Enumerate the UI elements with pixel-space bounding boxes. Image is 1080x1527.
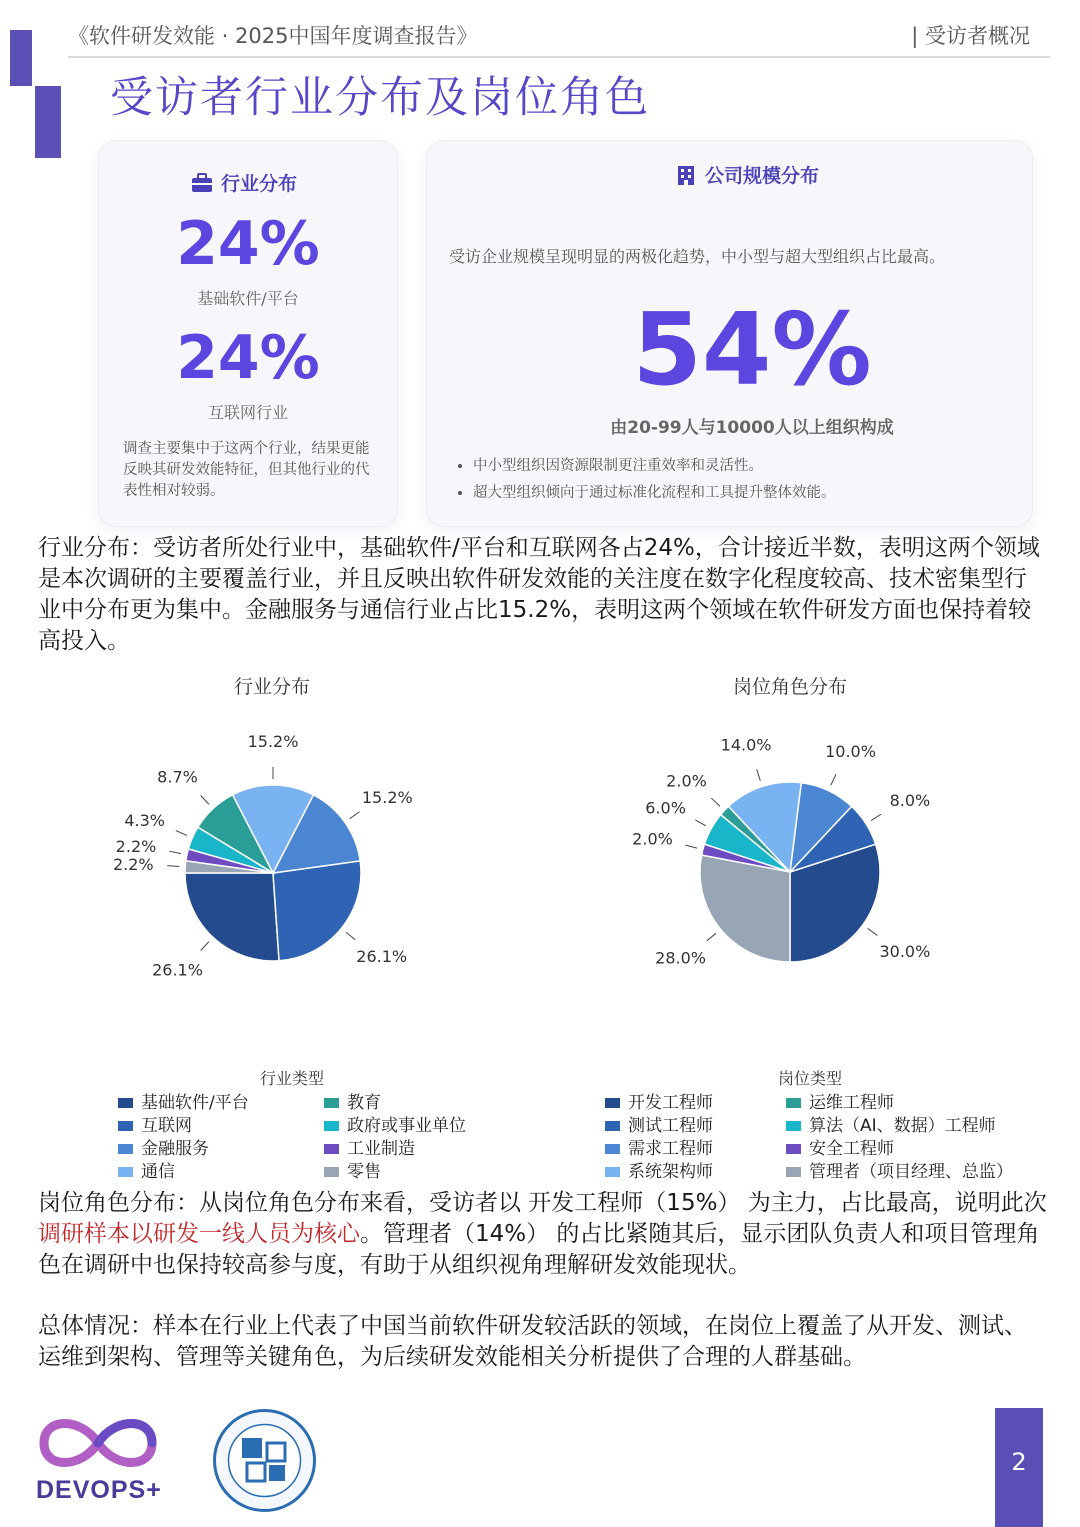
briefcase-icon (191, 173, 213, 193)
role-legend-label-7: 安全工程师 (809, 1139, 894, 1159)
role-legend-title: 岗位类型 (778, 1069, 843, 1088)
role-label-6: 6.0% (645, 798, 686, 818)
industry-leader-6 (176, 831, 187, 836)
role-leader-3 (831, 774, 836, 785)
industry-card-heading-text: 行业分布 (221, 173, 298, 195)
report-title: 《软件研发效能 · 2025中国年度调查报告》 (68, 24, 478, 48)
role-label-2: 8.0% (889, 791, 931, 811)
role-legend-item-4 (605, 1157, 713, 1182)
company-size-card (426, 140, 1033, 527)
industry-legend-label-6: 政府或事业单位 (347, 1116, 466, 1136)
industry-slice-2 (273, 861, 361, 961)
role-legend-swatch-3 (605, 1144, 620, 1154)
role-legend-swatch-8 (786, 1167, 801, 1177)
company-stat-value: 54% (632, 291, 872, 408)
role-legend-item-8 (786, 1157, 1013, 1182)
overall-paragraph (38, 1311, 1048, 1373)
industry-legend-swatch-3 (118, 1144, 133, 1154)
role-legend-swatch-2 (605, 1121, 620, 1131)
role-pie-chart (540, 700, 1080, 1060)
industry-legend-item-3 (118, 1134, 209, 1159)
role-legend-swatch-6 (786, 1121, 801, 1131)
stat-internet-label: 互联网行业 (207, 403, 288, 422)
industry-legend (118, 1088, 538, 1188)
industry-paragraph-lead: 行业分布： (38, 535, 153, 561)
industry-legend-swatch-6 (324, 1121, 339, 1131)
industry-legend-label-7: 工业制造 (347, 1139, 415, 1159)
role-legend-label-6: 算法（AI、数据）工程师 (809, 1116, 996, 1136)
page-number: 2 (1011, 1448, 1027, 1476)
page-number-box (995, 1408, 1043, 1527)
company-stat-label: 由20-99人与10000人以上组织构成 (610, 418, 894, 438)
role-label-8: 28.0% (655, 948, 707, 968)
building-icon (677, 165, 695, 185)
industry-legend-label-1: 基础软件/平台 (141, 1093, 249, 1113)
devops-logo-text: DEVOPS+ (36, 1476, 162, 1504)
industry-legend-swatch-7 (324, 1144, 339, 1154)
role-leader-5 (711, 798, 720, 806)
header-divider (68, 56, 1050, 58)
company-bullet-1: • 中小型组织因资源限制更注重效率和灵活性。 (473, 453, 836, 480)
role-legend-label-2: 测试工程师 (628, 1116, 713, 1136)
company-bullet-2: • 超大型组织倾向于通过标准化流程和工具提升整体效能。 (473, 480, 836, 507)
industry-chart-title: 行业分布 (233, 676, 310, 698)
role-legend-label-8: 管理者（项目经理、总监） (809, 1162, 1013, 1182)
industry-legend-item-6 (324, 1111, 466, 1136)
role-leader-7 (685, 845, 697, 848)
infinity-logo-mark (36, 1412, 160, 1474)
industry-leader-1 (201, 942, 209, 951)
industry-label-7: 2.2% (115, 836, 157, 856)
role-legend-swatch-1 (605, 1098, 620, 1108)
stat-internet-value: 24% (176, 323, 320, 393)
overall-paragraph-lead: 总体情况： (38, 1313, 153, 1339)
industry-pie-chart (0, 700, 540, 1060)
industry-legend-swatch-5 (324, 1098, 339, 1108)
role-leader-6 (695, 820, 706, 826)
role-slice-8 (700, 855, 790, 962)
industry-label-1: 26.1% (152, 960, 203, 980)
industry-legend-label-5: 教育 (347, 1093, 381, 1113)
role-paragraph-lead: 岗位角色分布： (38, 1190, 199, 1216)
role-paragraph-highlight: 调研样本以研发一线人员为核心 (38, 1221, 360, 1247)
role-paragraph-text-1: 从岗位角色分布来看，受访者以 开发工程师（15%） 为主力，占比最高，说明此次 (199, 1190, 1047, 1216)
role-leader-2 (871, 814, 881, 820)
industry-legend-label-2: 互联网 (141, 1116, 192, 1136)
role-legend-item-7 (786, 1134, 894, 1159)
industry-legend-item-2 (118, 1111, 192, 1136)
role-legend-label-3: 需求工程师 (628, 1139, 713, 1159)
role-legend-item-2 (605, 1111, 713, 1136)
industry-label-2: 26.1% (356, 947, 408, 967)
industry-label-5: 8.7% (157, 767, 198, 787)
industry-paragraph-text: 受访者所处行业中，基础软件/平台和互联网各占24%，合计接近半数，表明这两个领域是本次调研的主要覆盖行业，并且反映出软件研发效能的关注度在数字化程度较高、技术密集型行业中分布更为集中。金融服务与通信行业占比15.2%，表明这两个领域在软件研发方面也保持着较高投入。 (38, 535, 1040, 654)
section-name: | 受访者概况 (911, 24, 1030, 48)
role-legend-label-4: 系统架构师 (628, 1162, 713, 1182)
industry-legend-item-7 (324, 1134, 415, 1159)
industry-legend-item-4 (118, 1157, 175, 1182)
decor-bar-top (10, 30, 32, 86)
role-paragraph-text-2: 。管理者（14%） 的占比紧随其后，显示团队负责人和项目管理角色在调研中也保持较高参与度，有助于从组织视角理解研发效能现状。 (38, 1221, 1040, 1278)
decor-bar-bottom (35, 86, 61, 158)
devops-logo (36, 1412, 166, 1512)
role-legend-item-5 (786, 1088, 894, 1113)
industry-label-4: 15.2% (247, 732, 299, 751)
industry-label-3: 15.2% (361, 787, 413, 807)
role-legend-swatch-7 (786, 1144, 801, 1154)
role-legend-label-5: 运维工程师 (809, 1093, 894, 1113)
overall-paragraph-text: 样本在行业上代表了中国当前软件研发较活跃的领域，在岗位上覆盖了从开发、测试、运维到架构、管理等关键角色，为后续研发效能相关分析提供了合理的人群基础。 (38, 1313, 1027, 1370)
industry-legend-swatch-8 (324, 1167, 339, 1177)
stat-foundation-value: 24% (176, 209, 320, 279)
seal-emblem (212, 1408, 317, 1513)
company-card-heading (677, 161, 819, 188)
company-intro: 受访企业规模呈现明显的两极化趋势，中小型与超大型组织占比最高。 (449, 247, 946, 266)
company-bullets (431, 453, 836, 507)
role-leader-8 (707, 933, 716, 941)
role-leader-4 (757, 769, 761, 780)
industry-slice-1 (185, 873, 279, 961)
role-label-1: 30.0% (879, 941, 931, 961)
industry-label-8: 2.2% (112, 854, 154, 874)
industry-legend-swatch-4 (118, 1167, 133, 1177)
role-chart-title: 岗位角色分布 (732, 676, 847, 698)
role-label-7: 2.0% (632, 829, 673, 849)
role-legend-label-1: 开发工程师 (628, 1093, 713, 1113)
industry-leader-8 (167, 866, 179, 867)
industry-legend-label-3: 金融服务 (141, 1139, 209, 1159)
industry-leader-7 (169, 851, 181, 853)
role-paragraph (38, 1188, 1048, 1281)
industry-legend-swatch-1 (118, 1098, 133, 1108)
role-legend-swatch-4 (605, 1167, 620, 1177)
industry-leader-5 (201, 796, 209, 805)
industry-legend-label-8: 零售 (347, 1162, 381, 1182)
industry-card (98, 140, 398, 527)
role-label-4: 14.0% (720, 735, 772, 755)
industry-legend-swatch-2 (118, 1121, 133, 1131)
industry-legend-item-5 (324, 1088, 381, 1113)
role-label-3: 10.0% (825, 741, 876, 761)
industry-legend-item-1 (118, 1088, 249, 1113)
industry-leader-2 (346, 932, 355, 940)
industry-legend-item-8 (324, 1157, 381, 1182)
industry-leader-3 (350, 812, 360, 819)
role-legend-item-1 (605, 1088, 713, 1113)
page-title: 受访者行业分布及岗位角色 (110, 73, 650, 123)
industry-label-6: 4.3% (124, 811, 166, 831)
industry-note: 调查主要集中于这两个行业，结果更能反映其研发效能特征，但其他行业的代表性相对较弱。 (123, 441, 370, 499)
role-leader-1 (868, 928, 878, 935)
role-label-5: 2.0% (666, 771, 707, 791)
role-legend (605, 1088, 1075, 1188)
industry-paragraph (38, 533, 1048, 657)
company-card-heading-text: 公司规模分布 (705, 165, 820, 187)
industry-legend-title: 行业类型 (260, 1069, 325, 1088)
role-legend-swatch-5 (786, 1098, 801, 1108)
association-seal (212, 1408, 317, 1513)
industry-card-heading (191, 169, 297, 196)
role-legend-item-6 (786, 1111, 996, 1136)
stat-foundation-label: 基础软件/平台 (197, 289, 299, 308)
industry-legend-label-4: 通信 (141, 1162, 175, 1182)
role-legend-item-3 (605, 1134, 713, 1159)
